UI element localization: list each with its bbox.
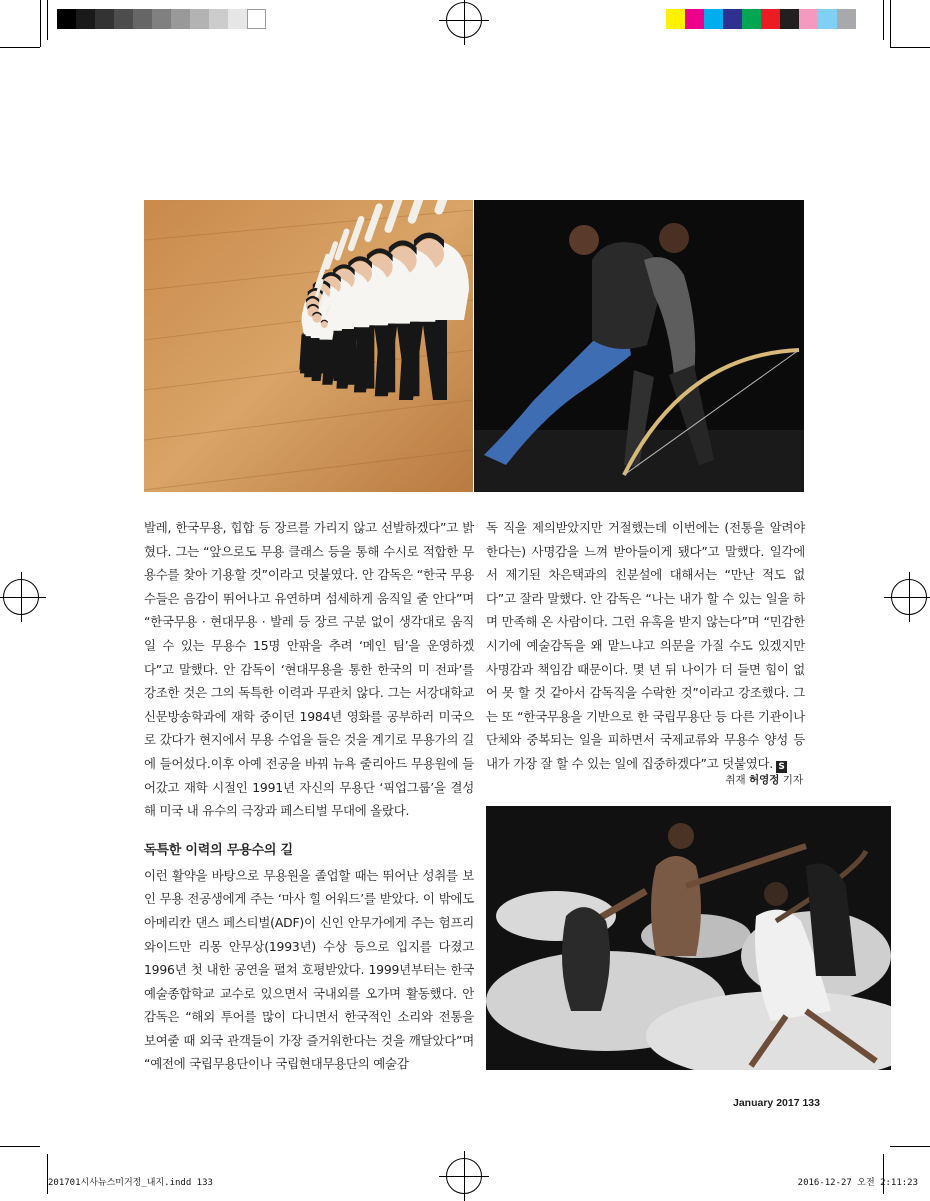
article-right-column: [486, 516, 805, 776]
gray-swatch: [57, 9, 76, 29]
process-swatch: [742, 9, 761, 29]
gray-swatch: [95, 9, 114, 29]
process-swatch: [685, 9, 704, 29]
page-folio: January 2017 133: [733, 1097, 820, 1109]
article-paragraph: [486, 516, 805, 776]
crop-mark: [47, 1154, 48, 1194]
gray-swatch: [171, 9, 190, 29]
crop-mark: [890, 1146, 930, 1147]
gray-swatch: [247, 9, 266, 29]
crop-mark: [890, 0, 891, 47]
process-swatch: [799, 9, 818, 29]
process-swatch: [818, 9, 837, 29]
gray-swatch: [228, 9, 247, 29]
slug-file-info: 201701시사뉴스미거정_내지.indd 133: [48, 1178, 213, 1188]
gray-swatch: [190, 9, 209, 29]
crop-mark: [0, 1146, 40, 1147]
crop-mark: [883, 0, 884, 40]
registration-mark-bottom: [446, 1158, 482, 1194]
photo-group-dancers-on-stage: [486, 806, 891, 1070]
end-mark-icon: S: [776, 761, 787, 773]
process-swatch: [761, 9, 780, 29]
photo-dancers-line-on-floor: [144, 200, 473, 492]
credit-prefix: 취재: [725, 774, 749, 786]
process-swatch: [666, 9, 685, 29]
crop-mark: [40, 0, 41, 47]
photo-duet-with-bow: [474, 200, 804, 492]
gray-swatch: [209, 9, 228, 29]
reporter-name: 허영정: [748, 774, 780, 786]
process-swatch: [837, 9, 856, 29]
crop-mark: [890, 47, 930, 48]
article-paragraph: 이런 활약을 바탕으로 무용원을 졸업할 때는 뛰어난 성취를 보인 무용 전공생에게 주는 ‘마사 힐 어워드’를 받았다. 이 밖에도 아메리칸 댄스 페스티벌(ADF)이 신인 안무가에게 주는 험프리 와이드만 리몽 안무상(1993년) 수상 등으로 입지를 다졌고 1996년 첫 내한 공연을 펼쳐 호평받았다. 1999년부터는 한국예술종합학교 교수로 있으면서 국내외를 오가며 활동했다. 안 감독은 “해외 투어를 많이 다니면서 한국적인 소리와 전통을 보여줄 때 외국 관객들이 가장 즐거워한다는 것을 깨달았다”며 “예전에 국립무용단이나 국립현대무용단의 예술감: [144, 867, 474, 1072]
process-swatch: [780, 9, 799, 29]
article-paragraph: 발레, 한국무용, 힙합 등 장르를 가리지 않고 선발하겠다”고 밝혔다. 그는 “앞으로도 무용 클래스 등을 통해 수시로 적합한 무용수를 찾아 기용할 것”이라고 덧붙였다. 안 감독은 “한국 무용수들은 음감이 뛰어나고 유연하며 섬세하게 움직일 줄 안다”며 “한국무용 · 현대무용 · 발레 등 장르 구분 없이 생각대로 움직일 수 있는 무용수 15명 안팎을 추려 ‘메인 팀’을 운영하겠다”고 말했다. 안 감독이 ‘현대무용을 통한 한국의 미 전파’를 강조한 것은 그의 독특한 이력과 무관치 않다. 그는 서강대학교 신문방송학과에 재학 중이던 1984년 영화를 공부하러 미국으로 갔다가 현지에서 무용 수업을 들은 것을 계기로 무용가의 길에 들어섰다.이후 아예 전공을 바꿔 뉴욕 줄리아드 무용원에 들어갔고 재학 시절인 1991년 자신의 무용단 ‘픽업그룹’을 결성해 미국 내 유수의 극장과 페스티벌 무대에 올랐다.: [144, 520, 474, 819]
registration-mark-left: [3, 579, 39, 615]
process-swatch: [723, 9, 742, 29]
gray-swatch: [114, 9, 133, 29]
gray-swatch: [152, 9, 171, 29]
registration-mark-top: [446, 2, 482, 38]
article-subheading: 독특한 이력의 무용수의 길: [144, 842, 293, 858]
crop-mark: [883, 1154, 884, 1194]
process-swatch: [704, 9, 723, 29]
crop-mark: [47, 0, 48, 40]
slug-timestamp: 2016-12-27 오전 2:11:23: [797, 1178, 918, 1188]
crop-mark: [0, 47, 40, 48]
gray-swatch: [76, 9, 95, 29]
article-paragraph-text: 독 직을 제의받았지만 거절했는데 이번에는 (전통을 알려야 한다는) 사명감을 느껴 받아들이게 됐다”고 말했다. 일각에서 제기된 차은택과의 친분설에 대해서는 “만난 적도 없다”고 잘라 말했다. 안 감독은 “나는 내가 할 수 있는 일을 하며 만족해 온 사람이다. 그런 유혹을 받지 않는다”며 “민감한 시기에 예술감독을 왜 맡느냐고 의문을 가질 수도 있겠지만 사명감과 책임감 때문이다. 몇 년 뒤 나이가 더 들면 힘이 없어 못 할 것 같아서 감독직을 수락한 것”이라고 강조했다. 그는 또 “한국무용을 기반으로 한 국립무용단 등 다른 기관이나 단체와 중복되는 일을 피하면서 국제교류와 무용수 양성 등 내가 가장 잘 할 수 있는 일에 집중하겠다”고 덧붙였다.: [486, 520, 805, 771]
reporter-credit: [725, 772, 803, 787]
registration-mark-right: [891, 579, 927, 615]
credit-suffix: 기자: [779, 774, 803, 786]
gray-swatch: [133, 9, 152, 29]
article-left-column: [144, 516, 474, 1076]
